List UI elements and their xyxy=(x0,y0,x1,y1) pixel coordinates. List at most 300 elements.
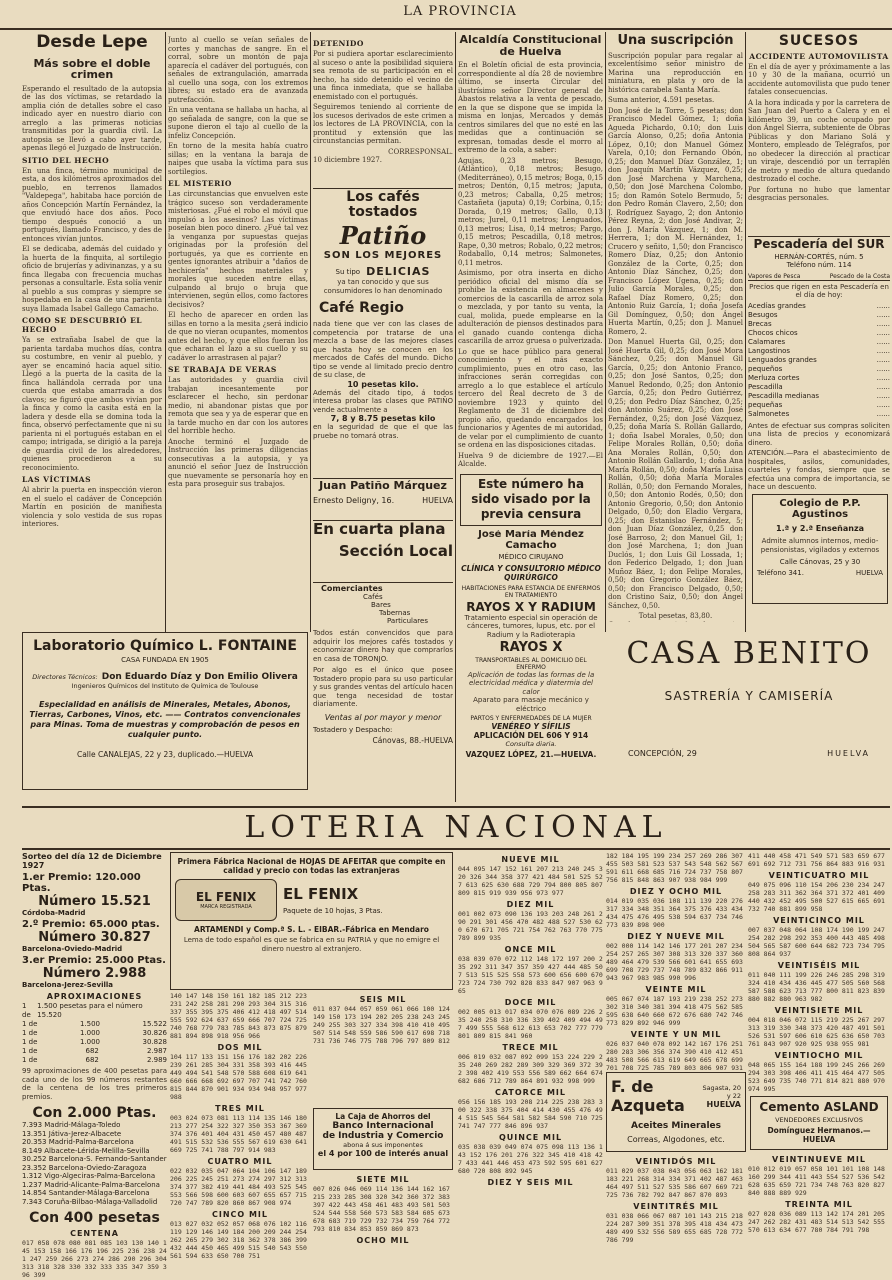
number-block: 022 032 035 047 064 104 106 147 189 206 225 245 251 273 274 297 312 313 374 377 382 419 441 484 493 525 545 553 566 598 600 603 607 655 657 715 720 747 789 820 860 867 908 974 xyxy=(170,1167,307,1207)
section-heading: CENTENA xyxy=(70,1229,119,1238)
ad-address: Sagasta, 20 y 22 xyxy=(702,1083,741,1100)
number-block: 411 440 458 471 549 571 583 659 677 691 692 712 731 756 864 883 916 931 xyxy=(748,852,885,868)
price-dots: ...... xyxy=(876,328,890,337)
ad-line: el 4 por 100 de interés anual xyxy=(317,1149,449,1158)
ad-line: HABITACIONES PARA ESTANCIA DE ENFERMOS EN TRATAMIENTO xyxy=(461,585,601,599)
article-paragraph: En el Boletín oficial de esta provincia, correspondiente al día 28 de noviembre último, se inserta Circular del ilustrísimo señor Director general de Abastos relativa a la venta de pescado, en la que se dispone que se impida la misma en lonjas, Mercados y demás centros similares del que no esté en las medidas que a continuación se expresan, tomadas desde el morro al extremo de la cola, a saber: xyxy=(458,61,603,155)
aprox-cell: 30.826 xyxy=(142,1029,167,1037)
loteria-banner: LOTERIA NACIONAL xyxy=(244,810,668,845)
patino-address: Ernesto Deligny, 16. xyxy=(313,495,395,505)
section-heading: SIETE MIL xyxy=(356,1175,410,1184)
ad-text: Especialidad en análisis de Minerales, Metales, Abonos, Tierras, Carbones, Vinos, etc. —— Contratos convencionales para Minas. Toma de muestras y comprobación de pesos en cualquier punto. xyxy=(29,699,301,739)
ad-line: TRANSPORTABLES AL DOMICILIO DEL ENFERMO xyxy=(475,656,587,671)
newspaper-header xyxy=(0,0,892,30)
ad-line: SASTRERÍA Y CAMISERÍA xyxy=(664,689,834,703)
prize-label: 1.er Premio: 120.000 Ptas. xyxy=(22,872,141,894)
section-heading: VEINTISÉIS MIL xyxy=(777,961,861,970)
article-paragraph: Seguiremos teniendo al corriente de los sucesos derivados de este crimen a los lectores de LA PROVINCIA, con la prontitud y extensión que las circunstancias permitan. xyxy=(313,103,453,145)
article-paragraph: Don José de la Torre, 5 pesetas; don Francisco Medel Gómez, 1; doña Agueda Pichardo, 0.10; don Luis García Alonso, 0,25; doña Antonia López, 0,10; don Manuel Gómez Varela, 0,10; don Fernando Obón, 0,25; don Manuel Díaz González, 1; don Joaquín Martín Vázquez, 0,25; don José Marchena y Marchena, 0,50; don José Marchena Colombo, 15; don Ramón Sotelo Bermudo, 5; don Pedro Román Clavero, 2,50; don J. Rodríguez Sayago, 2; don Antonio Pérez Reyna, 2; don José Andivar, 2; don J. María Vázquez, 1; don M. Herrera, 1; don M. Hernández, 1; Crucero y señito, 1,50; don Francisco Romero Díaz, 0,25; don Antonio González de la Corte, 0,25; don Antonio Díaz Sánchez, 0,25; don Francisco López Ugena, 0,25; don Julio García Morales, 0,25; don Rafael Díaz Romero, 0,25; don Antonio Ruiz García, 1; doña Josefa Gil Domínguez, 0,50; don Ángel Huerta Martín, 0,25; don J. Manuel Romero, 2. xyxy=(608,106,743,336)
rayos-x: RAYOS X xyxy=(499,640,563,656)
ad-headline: Cemento ASLAND xyxy=(759,1100,879,1114)
article-paragraph: En torno de la mesita había cuatro sillas; en la ventana la baraja de naipes que usaba la víctima para sus sortilegios. xyxy=(168,142,308,176)
desde-lepe-continued xyxy=(168,36,308,630)
ad-address: Cánovas, 88.-HUELVA xyxy=(372,735,453,745)
razor-blade-icon xyxy=(175,879,277,921)
aprox-row xyxy=(22,1029,167,1038)
aprox-cell: 1.000 xyxy=(79,1029,100,1037)
ad-line: Ventas al por mayor y menor xyxy=(324,712,442,722)
number-block: 007 037 048 064 108 174 190 199 247 254 282 298 292 353 400 443 485 498 504 565 587 600 644 682 723 734 795 808 864 937 xyxy=(748,926,885,958)
ad-text: ya tan conocido y que sus consumidores lo han denominado xyxy=(323,278,443,295)
section-heading: TRES MIL xyxy=(215,1104,265,1113)
ad-label: Directores Técnicos: xyxy=(32,672,98,681)
patino-cafe-ad xyxy=(313,190,453,478)
aprox-cell: 1 de xyxy=(22,1056,38,1064)
ad-address: Calle Cánovas, 25 y 30 xyxy=(779,558,861,566)
fontaine-lab-ad xyxy=(22,632,308,790)
delicias-label: DELICIAS xyxy=(366,265,431,279)
number-block: 035 038 039 049 074 075 098 113 136 143 152 176 201 276 322 345 410 418 427 433 441 446 453 473 592 595 601 627 680 720 808 892 945 xyxy=(458,1143,603,1175)
section-heading: DIEZ Y SEIS MIL xyxy=(487,1178,574,1187)
ad-headline: CASA BENITO xyxy=(626,636,872,671)
prize-number: Número 30.827 xyxy=(38,930,151,945)
censura-text: Este número ha sido visado por la previa censura xyxy=(471,477,591,521)
section-heading: DIEZ Y OCHO MIL xyxy=(629,887,723,896)
price-dots: ...... xyxy=(876,373,890,382)
prize-label: 3.er Premio: 25.000 Ptas. xyxy=(22,955,166,966)
price-row xyxy=(748,347,890,356)
ad-address: VAZQUEZ LÓPEZ, 21.—HUELVA. xyxy=(465,750,597,760)
tipo-label: Su tipo xyxy=(335,267,361,276)
ad-text: Aparato para masaje mecánico y eléctrico xyxy=(473,696,589,713)
prize-row: 30.252 Barcelona-S. Fernando-Santander xyxy=(22,1155,167,1163)
ad-headline: Los cafés tostados xyxy=(346,190,420,220)
price-row xyxy=(748,320,890,329)
aprox-cell: 2.987 xyxy=(146,1047,167,1055)
section-heading: VEINTE Y UN MIL xyxy=(630,1030,722,1039)
number-block: 038 039 070 072 112 148 172 197 200 235 292 311 347 357 359 427 444 485 507 513 515 525 558 573 600 656 600 670 723 724 730 792 828 833 847 907 963 965 xyxy=(458,955,603,995)
section-heading: OCHO MIL xyxy=(356,1236,410,1245)
section-heading: TRECE MIL xyxy=(502,1043,559,1052)
section-heading: DOS MIL xyxy=(217,1043,263,1052)
patino-city: HUELVA xyxy=(422,495,453,505)
price-list xyxy=(748,302,890,419)
detenido-article xyxy=(313,36,453,196)
prize-row: 13.351 Játiva-Jerez-Albacete xyxy=(22,1129,122,1138)
price-item: Chocos chicos xyxy=(748,328,798,337)
section-heading: Con 2.000 Ptas. xyxy=(32,1105,157,1121)
prize-row: 14.854 Santander-Málaga-Barcelona xyxy=(22,1189,150,1197)
ad-line: Don Eduardo Díaz y Don Emilio Olivera xyxy=(101,671,298,682)
article-paragraph xyxy=(608,621,743,622)
ad-item: Bares xyxy=(371,601,391,609)
article-subtitle: Más sobre el doble crimen xyxy=(33,56,151,82)
article-paragraph: Lo que se hace público para general conocimiento y el más exacto cumplimiento, pues en otro caso, las infracciones serán corregidas con arreglo a lo que establece el artículo tercero del Real decreto de 3 de noviembre 1923 y quinto del Reglamento de 31 de diciembre del propio año, quedando encargados los funcionarios y Agentes de mi autoridad, de velar por el cumplimiento de cuanto se ordena en las disposiciones citadas. xyxy=(458,347,603,450)
number-block: 006 019 032 087 092 099 153 224 229 235 240 269 282 289 309 329 369 372 392 398 402 419 553 556 589 662 664 674 682 686 712 789 864 891 932 998 999 xyxy=(458,1053,603,1085)
price-dots: ...... xyxy=(876,346,890,355)
loteria-numbers-col5 xyxy=(606,852,746,1070)
section-heading: SEIS MIL xyxy=(359,995,407,1004)
ad-item: Cafés xyxy=(363,593,383,601)
patino-name: Juan Patiño Márquez xyxy=(319,480,447,492)
article-intro: Esperando el resultado de la autopsia de las dos víctimas, se retardado la amplia ción de detalles sobre el caso indicado ayer en nuestro diario con arreglo a las primeras noticias transmitidas por la guardia civil. La autopsia se llevó a cabo ayer tarde, apenas llegó el Juzgado de Instrucción. xyxy=(22,84,162,153)
article-paragraph: Suscripción popular para regalar al excelentísimo señor ministro de Marina una reproducción en miniatura, en plata y oro de la histórica carabela Santa María. xyxy=(608,51,743,94)
colegio-agustinos-ad xyxy=(752,494,888,604)
loteria-numbers-mid xyxy=(170,992,310,1280)
number-block: 026 037 040 078 092 142 167 176 251 280 283 306 356 374 390 410 412 451 483 508 566 613 619 649 665 678 699 701 708 725 785 789 803 806 907 931 xyxy=(606,1040,743,1070)
article-paragraph: Don Manuel Huerta Gil, 0,25; don José Huerta Gil, 0,25; don José Mora Sánchez, 0,25; don Manuel Gil García, 0,25; don Antonio Franco, 0,25; don José Santos, 0,25; don Manuel Redondo, 0,25; don Antonio García, 0,25; don Pedro Gutiérrez, 0,25; don Pedro Díaz Sánchez, 0,25; don Antonio Suárez, 0,25; don José Fernández, 0,25; don José Vázquez, 0,25; doña María S. Rollán Gallardo, 1; doña Isabel Morales, 0,50; don Felipe Morales Rollán, 0,50; doña Ana Morales Rollán, 0,50; don Antonio Rollán Gallardo, 1; doña Ana María Rollán, 0,50; doña María Luisa Rollán, 0,50; doña María Morales Rollán, 0,50; don Fernando Morales, 0,50; don Antonio Rodés, 0,50; don Antonio Gregorio, 0,50; don Antonio Delgado, 0,50; don Eladio Vergara, 0,25; don Estanislao Fernández, 5; don Juan Díaz González, 0,25 don José Barroso, 2; don Manuel Gil, 1; don José Marchena, 1; don Juan Duclós, 1; don Luis Gil Lossada, 1; don Federico Delgado, 1; don Juan Muñoz Báez, 1; don Felipe Morales, 0,50; don Gregorio González Báez, 0,50; don Francisco Delgado, 0,50; don Cristino Saiz, 0,50; don Ángel Sánchez, 0,50. xyxy=(608,338,743,610)
number-block: 010 012 019 057 058 101 101 108 148 160 299 344 411 443 554 527 536 542 628 635 659 721 734 748 763 820 827 840 888 889 929 xyxy=(748,1165,885,1197)
article-title: SUCESOS xyxy=(778,34,860,49)
ad-line: Correas, Algodones, etc. xyxy=(627,1135,725,1144)
section-heading: DIEZ Y NUEVE MIL xyxy=(627,932,725,941)
separator xyxy=(748,236,890,237)
caja-ahorros-ad xyxy=(313,1108,453,1170)
column-divider xyxy=(605,32,606,632)
aprox-cell: 682 xyxy=(85,1047,99,1055)
price-dots: ...... xyxy=(876,355,890,364)
prize-city: Barcelona-Oviedo-Madrid xyxy=(22,945,123,953)
number-block: 011 040 111 199 226 246 285 298 319 324 410 434 436 445 477 505 560 568 587 588 623 713 777 800 811 823 839 880 882 880 963 982 xyxy=(748,971,885,1003)
mendez-camacho-ad xyxy=(460,530,602,792)
suscripcion-article xyxy=(608,34,743,622)
prize-city: Córdoba-Madrid xyxy=(22,909,86,917)
aprox-row xyxy=(22,1056,167,1065)
article-title: Desde Lepe xyxy=(36,34,148,52)
number-block: 014 019 035 036 108 111 139 220 276 317 334 348 351 364 375 376 433 434 434 475 476 495 538 594 637 734 746 773 839 898 900 xyxy=(606,897,743,929)
prize-row: 20.353 Madrid-Palma-Barcelona xyxy=(22,1138,134,1146)
number-block: 027 028 036 089 113 142 174 201 205 247 262 282 431 483 514 513 542 555 570 613 634 677 780 784 791 798 xyxy=(748,1210,885,1234)
separator xyxy=(22,848,890,850)
ad-line: APLICACIÓN DEL 606 Y 914 xyxy=(473,731,589,741)
aprox-cell: 1 de xyxy=(22,1020,38,1028)
ad-headline: Pescadería del SUR xyxy=(753,238,885,251)
ad-line: ARTAMENDI y Comp.ª S. L. - EIBAR.-Fábrica en Mendaro xyxy=(194,925,429,934)
price-item: Langostinos xyxy=(748,346,791,355)
column-divider xyxy=(310,32,311,632)
section-heading: NUEVE MIL xyxy=(501,855,560,864)
prize-label: 2.º Premio: 65.000 ptas. xyxy=(22,919,160,930)
separator xyxy=(313,520,453,521)
loteria-numbers-col6 xyxy=(748,852,890,1092)
ad-phone: Teléfono núm. 114 xyxy=(786,260,852,269)
section-heading: LAS VÍCTIMAS xyxy=(22,475,92,485)
patino-brand: Patiño xyxy=(339,221,427,251)
ad-text: Antes de efectuar sus compras soliciten una lista de precios y economizará dinero. xyxy=(748,421,890,447)
article-paragraph: Al abrir la puerta en inspección vieron en el suelo el cadáver de Concepción Martín en posición de manifiesta violencia y solo vestida de sus ropas interiores. xyxy=(22,486,162,529)
ad-item: Particulares xyxy=(387,617,428,625)
price-item: Brecas xyxy=(748,319,772,328)
col-header: Pescado de la Costa xyxy=(829,272,890,280)
ad-text: Aplicación de todas las formas de la electricidad médica y diatermia del calor xyxy=(467,670,595,696)
section-heading: DETENIDO xyxy=(313,39,364,48)
aprox-cell: 30.828 xyxy=(142,1038,167,1046)
aprox-cell: 1 de xyxy=(22,1038,38,1046)
clinic-label: CLÍNICA Y CONSULTORIO MÉDICO QUIRÚRGICO xyxy=(461,564,601,582)
article-paragraph: En una ventana se hallaba un hacha, al go señalada de sangre, con la que se supone dieron el tajo al cuello de la infeliz Concepción. xyxy=(168,106,308,140)
ad-headline: Colegio de P.P. Agustinos xyxy=(779,498,861,520)
ad-item: Tabernas xyxy=(379,609,411,617)
separator xyxy=(313,478,453,479)
price-dots: ...... xyxy=(876,337,890,346)
price-row xyxy=(748,365,890,374)
section-heading: SITIO DEL HECHO xyxy=(22,155,110,165)
ad-text: Por algo es el único que posee Tostadero propio para su uso particular y sus grandes ventas del artículo hacen que tenga necesidad de tostar diariamente. xyxy=(313,666,453,708)
comerciantes-ad xyxy=(313,584,453,792)
article-paragraph: Suma anterior, 4.591 pesetas. xyxy=(608,96,715,105)
censura-notice xyxy=(460,474,602,526)
price-dots: ...... xyxy=(876,382,890,391)
doctor-role: MÉDICO CIRUJANO xyxy=(498,553,564,561)
prize-number: Número 2.988 xyxy=(42,966,147,981)
section-heading: DIEZ MIL xyxy=(506,900,555,909)
aprox-cell: 2.989 xyxy=(146,1056,167,1064)
ad-line: VENÉREO Y SÍFILIS xyxy=(491,722,571,732)
section-heading: VEINTINUEVE MIL xyxy=(772,1155,866,1164)
separator xyxy=(313,188,453,189)
price-item: Merluza cortes xyxy=(748,373,800,382)
price-row xyxy=(748,338,890,347)
article-paragraph: En el día de ayer y próximamente a las 10 y 30 de la mañana, ocurrió un accidente automovilista que pudo tener fatales consecuencias. xyxy=(748,62,890,97)
section-heading: DOCE MIL xyxy=(504,998,557,1007)
prize-row: 7.343 Coruña-Bilbao-Málaga-Valladolid xyxy=(22,1197,158,1206)
rayos-radium: RAYOS X Y RADIUM xyxy=(466,600,596,614)
article-title: Una suscripción xyxy=(617,34,734,48)
price-item: Calamares xyxy=(748,337,786,346)
aprox-cell: 682 xyxy=(85,1056,99,1064)
prize-row: 8.149 Albacete-Lérida-Melilla-Sevilla xyxy=(22,1146,150,1155)
section-heading: VEINTE MIL xyxy=(645,985,707,994)
ad-address: Calle CANALEJAS, 22 y 23, duplicado.—HUELVA xyxy=(76,749,254,759)
number-block: 140 147 148 150 161 182 185 212 223 231 242 258 281 290 293 304 315 316 337 355 395 375 406 412 418 497 514 555 592 624 637 659 666 707 724 725 740 768 779 783 785 843 873 875 879 881 894 898 918 956 966 xyxy=(170,992,307,1040)
prize-row: 1.312 Vigo-Algeciras-Palma-Barcelona xyxy=(22,1172,156,1180)
blade-mark: MARCA REGISTRADA xyxy=(200,904,252,910)
section-heading: Con 400 pesetas xyxy=(29,1210,160,1226)
aprox-row xyxy=(22,1038,167,1047)
signature: CORRESPONSAL. xyxy=(388,147,453,156)
loteria-numbers-mid2 xyxy=(313,992,453,1108)
loteria-numbers-mid3 xyxy=(313,1172,453,1280)
patino-address-block xyxy=(313,480,453,520)
section-heading: SE TRABAJA DE VERAS xyxy=(168,365,277,374)
ad-text: Además del citado tipo, á todos interesa probar las clases que PATIÑO vende actualmente a xyxy=(313,388,453,414)
ad-line: CASA FUNDADA EN 1905 xyxy=(121,655,209,664)
article-paragraph: Las autoridades y guardia civil trabajan incesantemente por esclarecer el hecho, sin perdonar medio, ni abandonar pistas que por remota que sea y ya de esperar que en la tarde mucho en dar con los autores del horrible hecho. xyxy=(168,376,308,435)
doctor-name: José María Méndez Camacho xyxy=(478,530,584,551)
article-paragraph: Por si pudiera aportar esclarecimiento al suceso o ante la posibilidad siquiera sea remota de su participación en el hecho, ha sido detenido el vecino de una finca inmediata, que se hallaba enemistado con el portugués. xyxy=(313,50,453,101)
column-divider xyxy=(165,32,166,632)
ad-text: en la seguridad de que el que las pruebe no tomará otras. xyxy=(313,423,453,440)
separator xyxy=(313,582,453,583)
number-block: 044 095 147 152 161 207 213 240 245 320 326 344 358 377 421 484 501 525 527 613 625 630 688 729 794 800 805 807 809 815 919 939 956 973 977 xyxy=(458,865,603,897)
section-heading: ONCE MIL xyxy=(504,945,557,954)
aprox-row xyxy=(22,1020,167,1029)
number-block: 048 065 155 164 188 199 245 266 269 294 303 398 406 411 415 464 477 505 523 649 735 740 771 814 821 880 970 974 995 xyxy=(748,1061,885,1092)
ad-phone: Teléfono 341. xyxy=(757,569,804,577)
loteria-results xyxy=(22,852,167,1280)
article-title: Alcaldía Constitucional de Huelva xyxy=(459,34,602,58)
price-item: Lenguados grandes xyxy=(748,355,817,364)
price-label: 7, 8 y 8.75 pesetas kilo xyxy=(330,414,436,424)
number-block: 001 002 073 090 136 193 203 248 261 290 291 301 456 470 482 488 527 530 620 670 671 705 721 754 762 763 770 775 789 899 935 xyxy=(458,910,603,942)
cafe-regio-title: Café Regio xyxy=(319,300,404,317)
ad-address: HERNÁN-CORTÉS, núm. 5 xyxy=(774,252,864,261)
ad-line: PARTOS Y ENFERMEDADES DE LA MUJER xyxy=(470,715,592,723)
section-heading: VEINTICUATRO MIL xyxy=(768,871,870,880)
number-block: 005 067 074 187 193 219 238 252 273 302 310 340 381 394 418 475 562 585 595 638 640 660 672 676 680 742 746 773 829 892 946 999 xyxy=(606,995,743,1027)
section-heading: APROXIMACIONES xyxy=(46,992,143,1001)
price-item: Acedías grandes xyxy=(748,301,806,310)
sorteo-title: Sorteo del día 12 de Diciembre 1927 xyxy=(22,852,162,870)
ad-line: abona á sus imponentes xyxy=(343,1141,423,1149)
price-row xyxy=(748,329,890,338)
pescaderia-ad xyxy=(748,238,890,490)
aprox-cell: 15.522 xyxy=(142,1020,167,1028)
el-fenix-ad xyxy=(170,852,453,990)
number-block: 049 075 096 110 154 206 230 234 247 258 283 311 362 364 371 372 401 409 440 432 452 495 500 527 615 665 691 732 740 881 899 958 xyxy=(748,881,885,913)
price-dots: ...... xyxy=(876,409,890,418)
separator xyxy=(22,806,890,808)
price-dots: ...... xyxy=(876,400,890,409)
section-heading: ACCIDENTE AUTOMOVILISTA xyxy=(749,51,889,61)
alcaldia-article xyxy=(458,34,603,474)
aprox-cell: 1.500 pesetas para el número 15.520 xyxy=(37,1002,143,1019)
article-paragraph: Ya se extrañaba Isabel de que la parienta tardaba muchos días, contra su costumbre, en venir al pueblo, y ayer se encaminó hacia aquel sitio. Llegó a la puerta de la casita de la finca hallándola cerrada por una cuerda que estaba amarrada a dos clavos; se figuró que ambos vivían por la finca y como la casita está en la ladera y desde ella se domina toda la finca, observó perfectamente que ni su parienta ni el portugués estaban en el campo; intrigada, se dirigió a la pareja de guardia civil de los alrededores, quienes procedieron a su reconocimiento. xyxy=(22,336,162,472)
aprox-cell: 1 de xyxy=(22,1002,31,1019)
number-block: 104 117 133 151 156 176 182 202 226 239 261 285 304 331 358 393 416 445 449 494 541 548 570 588 608 619 641 660 666 668 692 697 707 741 742 760 815 844 870 901 934 934 948 957 977 988 xyxy=(170,1053,307,1101)
number-block: 004 018 046 072 115 219 225 267 297 313 319 330 348 373 420 487 491 501 526 531 597 606 610 625 636 650 703 761 843 907 920 925 938 955 981 xyxy=(748,1016,885,1048)
aprox-cell: 1 de xyxy=(22,1047,38,1055)
ad-line: de Industria y Comercio xyxy=(322,1131,444,1141)
ad-line: Ingenieros Químicos del Instituto de Química de Toulouse xyxy=(71,681,259,690)
ad-text: Primera Fábrica Nacional de HOJAS DE AFEITAR que compite en calidad y precio con todas las extranjeras xyxy=(177,857,446,875)
section-heading: CATORCE MIL xyxy=(494,1088,566,1097)
ad-headline: Laboratorio Químico L. FONTAINE xyxy=(33,638,297,654)
ad-headline: Comerciantes xyxy=(321,584,383,593)
price-row xyxy=(748,311,890,320)
prize-number: Número 15.521 xyxy=(38,894,151,909)
aprox-cell: 1 de xyxy=(22,1029,38,1037)
notice-line: Sección Local xyxy=(338,541,453,560)
ad-headline: F. de Azqueta xyxy=(611,1077,685,1115)
number-block: 011 029 037 038 043 056 063 162 181 183 221 268 314 334 371 402 487 463 464 497 511 527 535 586 607 669 721 725 736 782 792 847 867 870 893 xyxy=(606,1167,743,1199)
section-heading: VEINTISIETE MIL xyxy=(774,1006,864,1015)
ad-address: CONCEPCIÓN, 29 xyxy=(628,749,697,758)
price-dots: ...... xyxy=(876,364,890,373)
notice-line: En cuarta plana xyxy=(313,522,446,538)
article-paragraph: Las circunstancias que envuelven este trágico suceso son verdaderamente misteriosas. ¿Fué el robo el móvil que impulsó a los asesinos? Las víctimas poseían bien poco dinero. ¿Fué tal vez la venganza por supuestas quejas originadas por la profesión del portugués, ya que es corriente en gentes ignorantes atribuir a "daños de hechicería" hechos materiales y morales que suceden entre ellas, culpando al brujo o bruja que intervienen, según ellos, como factores decisivos? xyxy=(168,190,308,309)
prize-city: Barcelona-Jerez-Sevilla xyxy=(22,981,114,989)
price-item: Besugos xyxy=(748,310,778,319)
article-total: Total pesetas, 83,80. xyxy=(638,612,713,621)
number-block: 002 000 114 142 146 177 201 207 234 254 257 265 307 308 313 320 337 360 489 464 479 539 566 601 641 655 693 699 708 729 737 748 789 832 866 911 943 967 983 985 990 996 xyxy=(606,942,743,982)
article-paragraph: Asimismo, por otra inserta en dicho periódico oficial del mismo día se prohibe la existencia en almacenes y comercios de la cascarilla de arroz sola o mezclada, y por tanto su venta, la cual, molida, puede emplearse en la adulteración de piensos destinados para el ganado cuando contenga dicha cascarilla de arroz gruesa o pulverizada. xyxy=(458,269,603,346)
price-dots: ...... xyxy=(876,310,890,319)
sucesos-article xyxy=(748,34,890,236)
casa-benito-ad xyxy=(608,624,890,804)
ad-line: La Caja de Ahorros del xyxy=(335,1112,431,1121)
prize-row: 23.352 Barcelona-Oviedo-Zaragoza xyxy=(22,1163,147,1172)
number-block: 007 026 046 069 114 136 144 162 167 215 233 285 308 320 342 360 372 383 397 422 443 458 461 483 493 501 503 524 544 558 560 573 583 584 605 673 678 683 719 729 732 734 759 764 772 793 810 834 853 859 869 873 xyxy=(313,1185,450,1233)
price-row xyxy=(748,410,890,419)
price-item: Salmonetes xyxy=(748,409,790,418)
price-item: pequeñas xyxy=(748,400,783,409)
section-heading: VEINTIDÓS MIL xyxy=(635,1157,717,1166)
section-heading: VEINTICINCO MIL xyxy=(773,916,865,925)
ad-city: HUELVA xyxy=(855,569,883,577)
price-row xyxy=(748,302,890,311)
loteria-numbers-col5b xyxy=(606,1154,746,1280)
price-item: pequeños xyxy=(748,364,783,373)
col-header: Vapores de Pesca xyxy=(748,272,801,280)
prize-row: 7.393 Madrid-Málaga-Toledo xyxy=(22,1121,121,1129)
price-dots: ...... xyxy=(876,301,890,310)
ad-line: Aceites Minerales xyxy=(631,1121,721,1131)
number-block: 017 058 078 080 081 085 103 130 140 145 153 158 166 176 196 225 236 238 241 247 259 266 273 274 286 290 296 304 313 318 328 330 332 333 335 347 359 396 399 xyxy=(22,1239,167,1279)
ad-text: ATENCIÓN.—Para el abastecimiento de hospitales, asilos, comunidades, cuarteles y fondas, siempre que se efectúa una compra de importancia, se hace un descuento. xyxy=(748,449,890,490)
aprox-cell: 1.000 xyxy=(79,1038,100,1046)
column-divider xyxy=(745,32,746,632)
article-paragraph: Junto al cuello se veían señales de cortes y manchas de sangre. En el corral, sobre un montón de paja aparecía el cadáver del portugués, con señales de extrangulación, amarrada al cuello una soga, con los extremos libres; su estado era de avanzada putrefacción. xyxy=(168,36,308,104)
ad-city: HUELVA xyxy=(706,1099,741,1109)
aprox-cell: 1.500 xyxy=(79,1020,100,1028)
price-row xyxy=(748,392,890,401)
section-heading: VEINTIOCHO MIL xyxy=(774,1051,864,1060)
article-paragraph: A la hora indicada y por la carretera de San Juan del Puerto a Calera y en el kilómetro 39, un coche ocupado por don Ángel Sierra, subteniente de Obras Públicas y don Mariano Solá y Montero, empleado de Telégrafos, por no obedecer la dirección al practicar un viraje, descendió por un terraplén de metro y medio de altura quedando destrozado el coche. xyxy=(748,98,890,184)
prize-row: 1.237 Madrid-Alicante-Palma-Barcelona xyxy=(22,1180,160,1189)
ad-text: Tratamiento especial sin operación de cánceres, tumores, lupus, etc. por el Radium y la Radioterapia xyxy=(464,613,598,639)
ad-tagline: SON LOS MEJORES xyxy=(323,250,443,262)
number-block: 011 037 044 057 059 061 066 100 124 149 150 173 194 202 205 238 243 245 249 255 303 327 334 398 410 410 495 507 514 548 559 586 590 617 698 718 731 736 746 775 788 796 797 809 812 xyxy=(313,1005,450,1045)
aprox-row xyxy=(22,1047,167,1056)
blade-brand: EL FENIX xyxy=(195,890,257,904)
ad-line: 1.ª y 2.ª Enseñanza xyxy=(776,524,864,533)
loteria-numbers-col4 xyxy=(458,852,603,1280)
number-block: 002 005 013 017 034 070 076 089 226 235 240 258 310 336 339 402 409 494 497 499 555 568 612 613 653 702 777 779 801 809 815 841 960 xyxy=(458,1008,603,1040)
asland-ad xyxy=(750,1096,888,1150)
section-heading: CUATRO MIL xyxy=(207,1157,273,1166)
ad-text: 99 aproximaciones de 400 pesetas para cada uno de los 99 números restantes de la centena de los tres primeros premios. xyxy=(22,1067,167,1101)
article-paragraph: El hecho de aparecer en orden las sillas en torno a la mesita ¿será indicio de que no vieran ocupantes, momentos antes del hecho, y que ellos fueran los que echaran el lazo a su cuello y su cadáver lo arrastrasen al pajar? xyxy=(168,311,308,362)
price-item: Pescadilla xyxy=(748,382,783,391)
ad-line: VENDEDORES EXCLUSIVOS xyxy=(775,1116,863,1124)
price-item: Pescadilla medianas xyxy=(748,391,820,400)
article-paragraph: En una finca, término municipal de esta, a dos kilómetros aproximados del pueblo, en terrenos llamados "Valdepega", habitaba hace porción de años Concepción Martín Fernández, la que enviudó hace dos años. Poco tiempo después conoció a un portugués, llamado Francisco, y des de entonces vivían juntos. xyxy=(22,166,162,243)
aprox-table xyxy=(22,1002,167,1065)
dateline: 10 diciembre 1927. xyxy=(313,156,383,164)
desde-lepe-article xyxy=(22,34,162,630)
ad-line: Banco Internacional xyxy=(332,1121,434,1131)
con2000-table xyxy=(22,1121,167,1206)
price-row xyxy=(748,374,890,383)
aprox-row xyxy=(22,1002,167,1020)
number-block: 003 024 073 081 113 114 135 146 180 213 277 254 322 327 350 353 367 369 374 376 401 404 431 450 457 480 487 491 515 532 536 555 567 619 630 641 669 725 741 788 797 914 983 xyxy=(170,1114,307,1154)
ad-city: HUELVA xyxy=(827,749,870,758)
column-divider xyxy=(455,32,456,802)
ad-text: nada tiene que ver con las clases de competencia por tratarse de una mezcla a base de las mejores clases que hasta hoy se conocen en los mercados de Cafés del mundo. Dicho tipo se vende al limitado precio dentro de su clase, de xyxy=(313,320,453,380)
cuarta-plana-notice xyxy=(313,522,453,582)
ad-text: Todos están convencidos que para adquirir los mejores cafés tostados y economizar dinero hay que comprarlos en casa de TORONJO. xyxy=(313,629,453,663)
article-paragraph: Anoche terminó el Juzgado de Instrucción las primeras diligencias consecutivas a la autopsia, y ya anunció el señor Juez de Instrucción que nuevamente se personaría hoy en esta para proseguir sus trabajos. xyxy=(168,437,308,488)
ad-text: Precios que rigen en esta Pescadería en el día de hoy: xyxy=(749,282,889,300)
ad-text: Lema de todo español es que se fabrica en su PATRIA y que no emigre el dinero nuestro al extranjero. xyxy=(183,936,440,953)
section-heading: QUINCE MIL xyxy=(498,1133,563,1142)
section-heading: VEINTITRÉS MIL xyxy=(633,1202,719,1211)
section-heading: CINCO MIL xyxy=(211,1210,269,1219)
number-block: 013 027 032 052 057 068 076 102 116 119 129 146 149 184 200 209 244 254 262 265 279 302 318 362 378 386 399 432 444 450 465 499 515 540 543 550 561 594 633 650 700 751 xyxy=(170,1220,307,1260)
article-dateline: Huelva 9 de diciembre de 1927.—El Alcalde. xyxy=(458,451,603,469)
number-block: 031 038 066 067 087 101 143 215 218 224 287 309 351 378 395 418 434 473 489 499 532 556 589 655 685 728 772 786 799 xyxy=(606,1212,743,1244)
